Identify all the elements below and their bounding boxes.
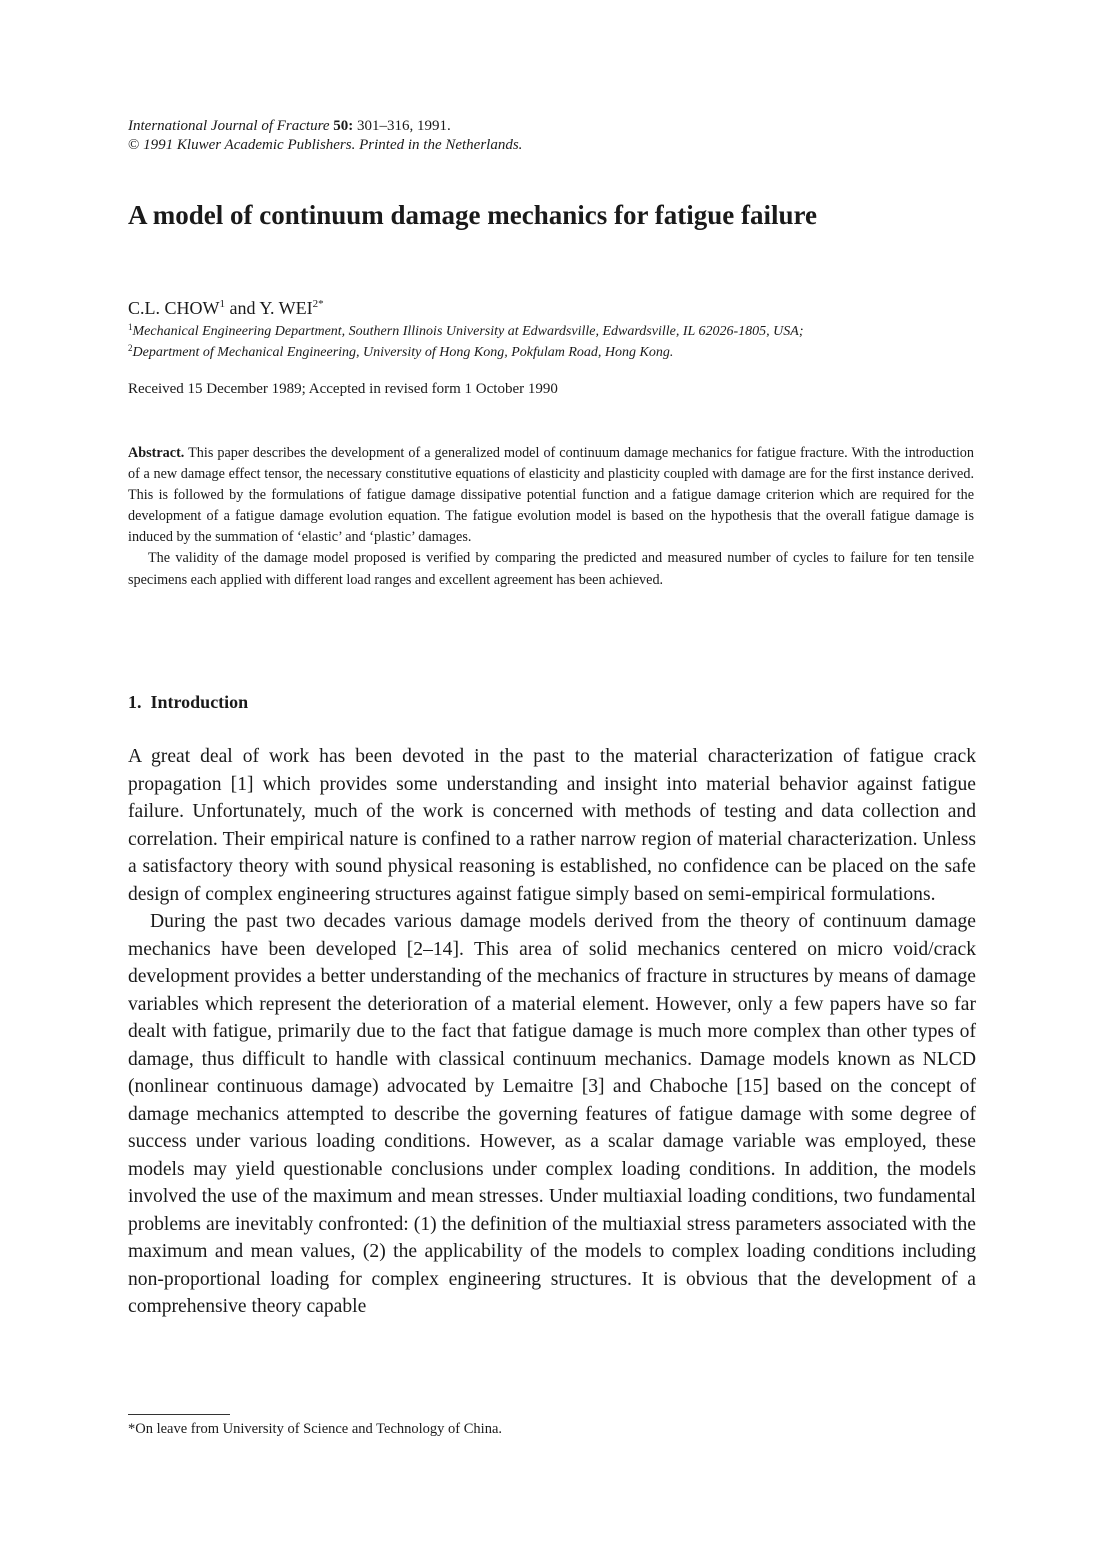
abstract-label: Abstract. [128, 445, 185, 461]
journal-citation-line [128, 117, 522, 136]
abstract-paragraph-2: The validity of the damage model proposed is verified by comparing the predicted and measured number of cycles to failure for ten tensile specimens each applied with different load ranges and excellent agreement has been achieved. [128, 550, 974, 588]
copyright-symbol: © [128, 137, 140, 153]
introduction-body [128, 743, 976, 1321]
abstract-paragraph-1 [128, 443, 974, 548]
affiliation-2-mark: 2 [128, 343, 133, 353]
body-paragraph: During the past two decades various damage models derived from the theory of continuum damage mechanics have been developed [2–14]. This area of solid mechanics centered on micro void/crack development provides a better understanding of the mechanics of fracture in structures by means of damage variables which represent the deterioration of a material element. However, only a few papers have so far dealt with fatigue, primarily due to the fact that fatigue damage is much more complex than other types of damage, thus difficult to handle with classical continuum mechanics. Damage models known as NLCD (nonlinear continuous damage) advocated by Lemaitre [3] and Chaboche [15] based on the concept of damage mechanics attempted to describe the governing features of fatigue damage with some degree of success under various loading conditions. However, as a scalar damage variable was employed, these models may yield questionable conclusions under complex loading conditions. In addition, the models involved the use of the maximum and mean stresses. Under multiaxial loading conditions, two fundamental problems are inevitably confronted: (1) the definition of the multiaxial stress parameters associated with the maximum and mean values, (2) the applicability of the models to complex loading conditions including non-proportional loading for complex engineering structures. It is obvious that the development of a comprehensive theory capable [128, 911, 976, 1317]
affiliation-1 [128, 318, 804, 341]
author-1-name: C.L. CHOW [128, 298, 220, 318]
author-2-name: Y. WEI [259, 298, 313, 318]
body-paragraph: A great deal of work has been devoted in the past to the material characterization of fatigue crack propagation [1] which provides some understanding and insight into material behavior against fatigue failure. Unfortunately, much of the work is concerned with methods of testing and data collection and correlation. Their empirical nature is confined to a rather narrow region of material characterization. Unless a satisfactory theory with sound physical reasoning is established, no confidence can be placed on the safe design of complex engineering structures against fatigue simply based on semi-empirical formulations. [128, 746, 976, 905]
footnote: *On leave from University of Science and Technology of China. [128, 1421, 503, 1437]
affiliation-2-text: Department of Mechanical Engineering, University of Hong Kong, Pokfulam Road, Hong Kong. [132, 345, 674, 360]
journal-name: International Journal of Fracture [128, 118, 330, 134]
author-line [128, 293, 324, 319]
author-2-affiliation-mark: 2* [312, 298, 324, 310]
footnote-rule [128, 1414, 230, 1415]
paper-title: A model of continuum damage mechanics for fatigue failure [128, 200, 817, 230]
copyright-line [128, 136, 522, 155]
copyright-text: 1991 Kluwer Academic Publishers. Printed in the Netherlands. [143, 137, 523, 153]
journal-volume: 50: [333, 118, 354, 134]
affiliation-1-text: Mechanical Engineering Department, Southern Illinois University at Edwardsville, Edwardsville, IL 62026-1805, USA; [132, 324, 804, 339]
journal-pages-year: 301–316, 1991. [357, 118, 451, 134]
journal-reference [128, 117, 522, 155]
affiliation-2 [128, 339, 673, 362]
abstract-paragraph-1-text: This paper describes the development of a generalized model of continuum damage mechanics for fatigue fracture. With the introduction of a new damage effect tensor, the necessary constitutive equations of elasticity and plasticity coupled with damage are for the first instance derived. This is followed by the formulations of fatigue damage dissipative potential function and a fatigue damage criterion which are required for the development of a fatigue damage evolution equation. The fatigue evolution model is based on the hypothesis that the overall fatigue damage is induced by the summation of ‘elastic’ and ‘plastic’ damages. [128, 445, 974, 546]
received-dates: Received 15 December 1989; Accepted in revised form 1 October 1990 [128, 381, 558, 397]
affiliation-1-mark: 1 [128, 322, 133, 332]
author-connector: and [225, 298, 260, 318]
abstract [128, 443, 974, 591]
section-heading-introduction: 1. Introduction [128, 692, 249, 712]
author-1-affiliation-mark: 1 [219, 298, 225, 310]
